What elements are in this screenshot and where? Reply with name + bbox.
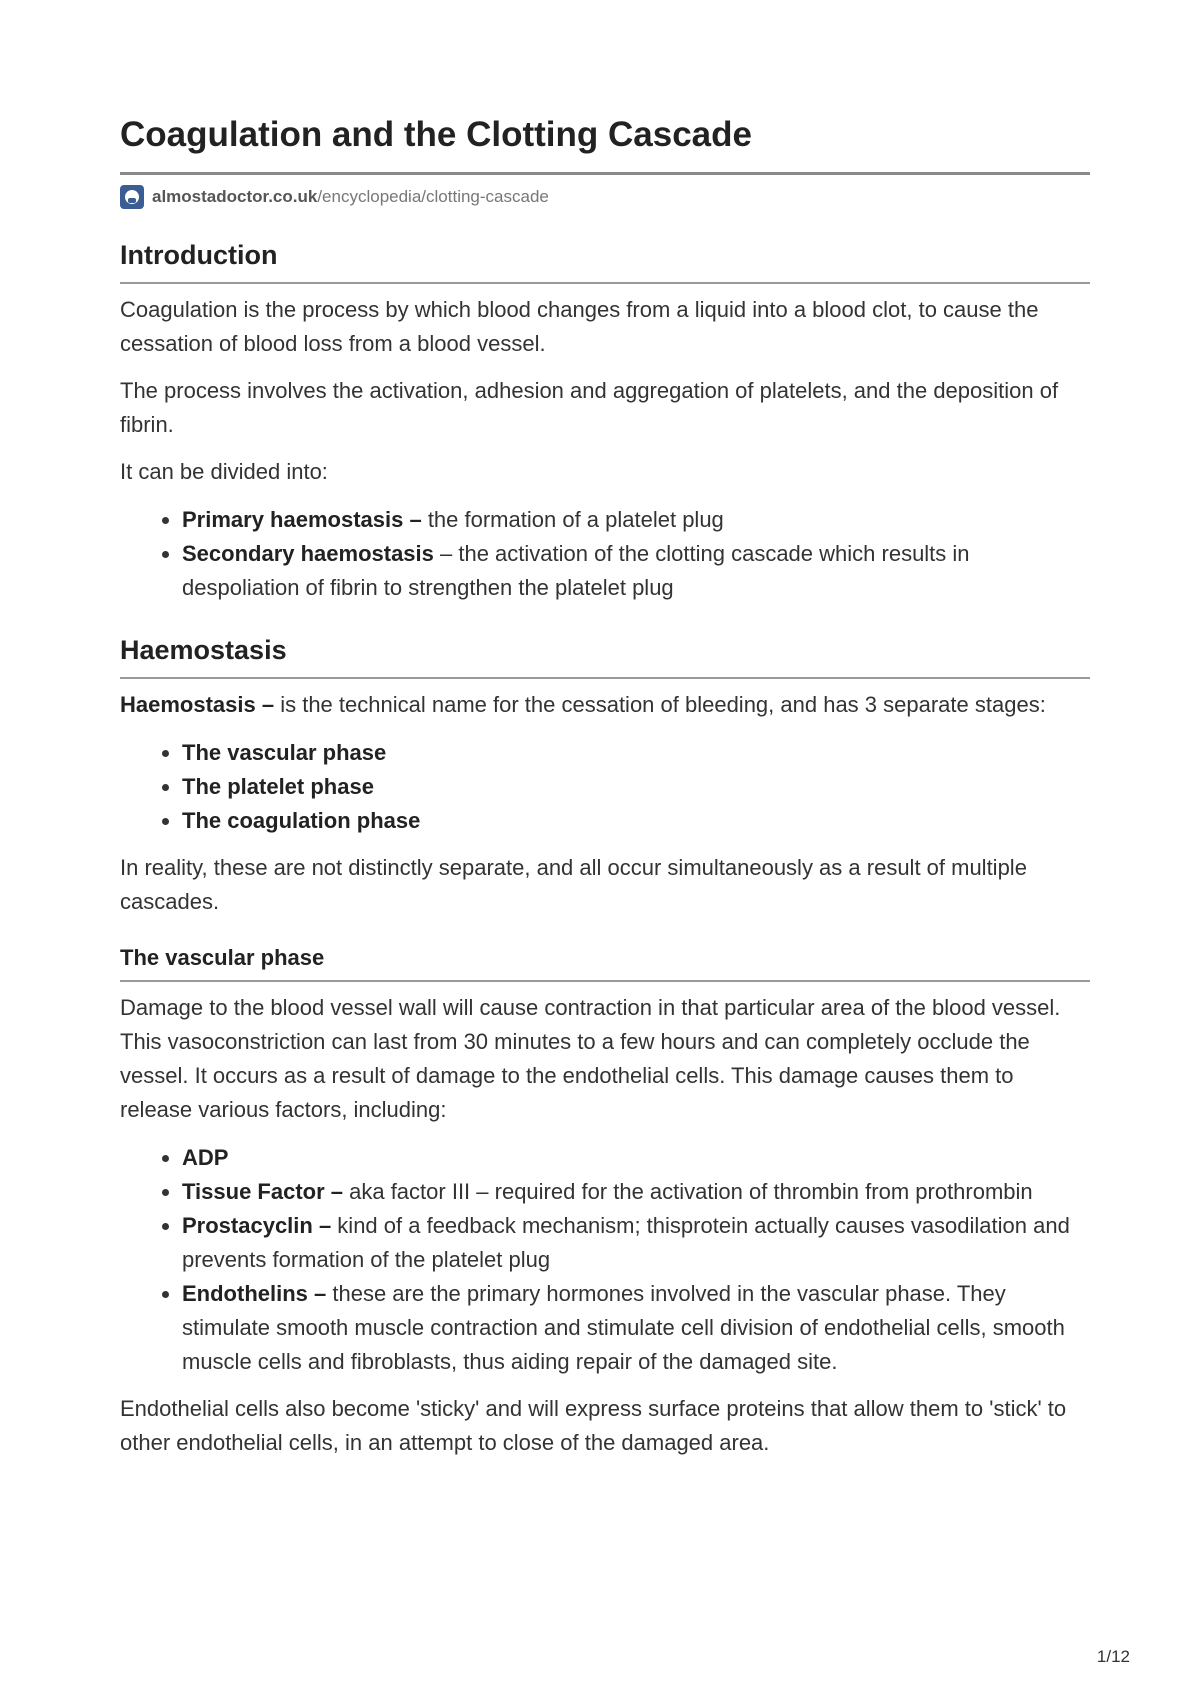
bullet-list [120,736,1090,838]
paragraph: It can be divided into: [120,459,328,484]
section-divider [120,980,1090,982]
paragraph: Endothelial cells also become 'sticky' and will express surface proteins that allow them to 'stick' to other endothelial cells, in an attempt to close of the damaged area. [120,1396,1067,1455]
title-divider [120,172,1090,175]
list-item: • Tissue Factor – aka factor III – required for the activation of thrombin from prothrombin [182,1175,1090,1209]
list-item: • The coagulation phase [182,804,1090,838]
heading-introduction: Introduction [120,240,278,270]
section-haemostasis [120,631,1090,919]
list-item: • Secondary haemostasis – the activation of the clotting cascade which results in despoliation of fibrin to strengthen the platelet plug [182,537,1090,605]
paragraph: Coagulation is the process by which blood changes from a liquid into a blood clot, to cause the cessation of blood loss from a blood vessel. [120,297,1039,356]
heading-vascular-phase: The vascular phase [120,945,325,970]
paragraph: Haemostasis – is the technical name for the cessation of bleeding, and has 3 separate stages: [120,692,1046,717]
list-item: • The vascular phase [182,736,1090,770]
document-page [120,108,1090,1460]
list-item: • Endothelins – these are the primary hormones involved in the vascular phase. They stimulate smooth muscle contraction and stimulate cell division of endothelial cells, smooth muscle cells and fibroblasts, thus aiding repair of the damaged site. [182,1277,1090,1379]
heading-haemostasis: Haemostasis [120,635,287,665]
source-link[interactable] [120,184,1090,210]
bullet-list [120,1141,1090,1379]
bullet-list [120,503,1090,605]
page-title: Coagulation and the Clotting Cascade [120,115,752,154]
paragraph: In reality, these are not distinctly separate, and all occur simultaneously as a result of multiple cascades. [120,855,1027,914]
list-item: • ADP [182,1141,1090,1175]
site-favicon-icon [120,185,144,209]
list-item: • The platelet phase [182,770,1090,804]
page-number: 1/12 [1096,1647,1130,1666]
section-vascular-phase [120,943,1090,1460]
list-item: • Primary haemostasis – the formation of a platelet plug [182,503,1090,537]
source-domain[interactable]: almostadoctor.co.uk [152,187,318,206]
paragraph: The process involves the activation, adhesion and aggregation of platelets, and the deposition of fibrin. [120,378,1059,437]
source-path[interactable]: /encyclopedia/clotting-cascade [317,187,549,206]
section-divider [120,282,1090,284]
section-introduction [120,236,1090,605]
list-item: • Prostacyclin – kind of a feedback mechanism; thisprotein actually causes vasodilation and prevents formation of the platelet plug [182,1209,1090,1277]
paragraph: Damage to the blood vessel wall will cause contraction in that particular area of the blood vessel. This vasoconstriction can last from 30 minutes to a few hours and can completely occlude the vessel. It occurs as a result of damage to the endothelial cells. This damage causes them to release various factors, including: [120,995,1061,1122]
section-divider [120,677,1090,679]
